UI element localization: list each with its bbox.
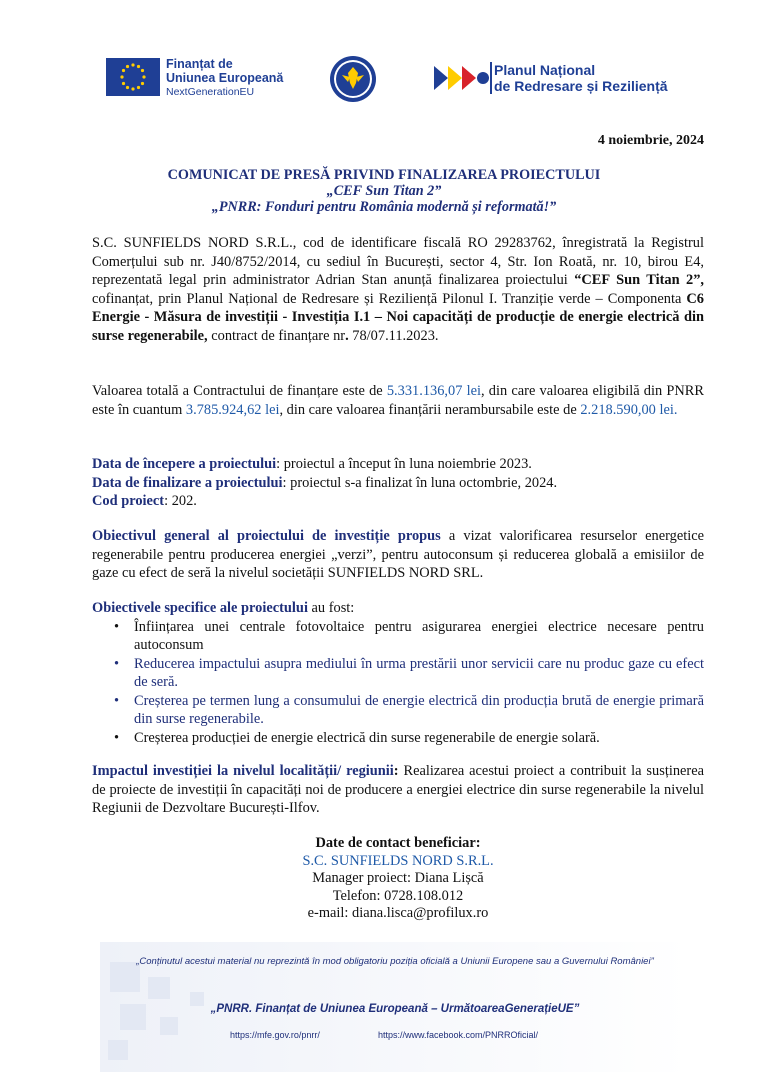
specific-heading	[92, 599, 704, 618]
footer-link-mfe[interactable]: https://mfe.gov.ro/pnrr/	[230, 1030, 320, 1040]
value-grant: 2.218.590,00 lei.	[580, 401, 678, 418]
footer-slogan: „PNRR. Finanțat de Uniunea Europeană – UrmătoareaGenerațieUE”	[210, 1003, 580, 1015]
title-slogan: „PNRR: Fonduri pentru România modernă și reformată!”	[211, 199, 557, 215]
start-text: : proiectul a început în luna noiembrie 2023.	[276, 456, 532, 472]
government-seal-icon	[329, 55, 377, 103]
contact-block	[92, 835, 704, 923]
contact-phone: Telefon: 0728.108.012	[332, 887, 464, 904]
code-label: Cod proiect	[92, 493, 165, 509]
intro-dot: .	[345, 327, 349, 344]
specific-label: Obiectivele specifice ale proiectului	[92, 600, 308, 616]
contact-email[interactable]: e-mail: diana.lisca@profilux.ro	[307, 905, 489, 921]
dates-block	[92, 455, 704, 511]
eu-funding-label	[166, 57, 283, 100]
code-text: : 202.	[164, 493, 197, 509]
general-objective-paragraph	[92, 527, 704, 583]
impact-colon: :	[393, 763, 399, 779]
end-date-line	[92, 474, 704, 493]
start-label: Data de începere a proiectului	[92, 456, 277, 472]
project-code-line	[92, 492, 704, 511]
pnrr-divider	[490, 62, 492, 94]
page-title	[64, 167, 704, 215]
end-label: Data de finalizare a proiectului	[92, 474, 283, 491]
impact-text: Realizarea acestui proiect a contribuit la susținerea de proiecte de investiții în capacități noi de producere a energiei electrice din surse regenerabile la nivelul Regiunii de Dezvoltare București-Ilfov.	[92, 763, 704, 816]
pnrr-label	[494, 62, 668, 94]
eu-line3: NextGenerationEU	[166, 86, 255, 98]
intro-project-name: “CEF Sun Titan 2”,	[574, 272, 704, 288]
list-item: • Creșterea pe termen lung a consumului de energie electrică din producția brută de energie primară din surse regenerabile.	[114, 692, 704, 729]
value-eligible: 3.785.924,62 lei	[185, 401, 280, 418]
pnrr-line2: de Redresare și Reziliență	[494, 78, 668, 94]
intro-part1: S.C. SUNFIELDS NORD S.R.L., cod de identificare fiscală RO 29283762, înregistrată la Registrul Comerțului sub nr. J40/8752/2014, cu sediul în București, sector 4, Str. Ion Roată, nr. 10, birou E4, reprezentată legal prin administrator Adrian Stan anunță finalizarea proiectului	[92, 235, 704, 288]
list-item: • Înființarea unei centrale fotovoltaice pentru asigurarea energiei electrice necesare pentru autoconsum	[114, 618, 704, 655]
contact-heading: Date de contact beneficiar:	[315, 835, 481, 851]
document-date: 4 noiembrie, 2024	[597, 133, 704, 148]
impact-paragraph	[92, 762, 704, 818]
general-text: a vizat valorificarea resurselor energetice regenerabile pentru producerea energiei „verzi”, pentru autoconsum și reducerea globală a emisiilor de gaze cu efect de seră la nivelul societății SUNFIELDS NORD SRL.	[92, 528, 704, 581]
intro-paragraph	[92, 234, 704, 345]
eu-line2: Uniunea Europeană	[166, 71, 284, 85]
eu-line1: Finanțat de	[166, 57, 233, 71]
contact-company: S.C. SUNFIELDS NORD S.R.L.	[302, 852, 494, 869]
end-text: : proiectul s-a finalizat în luna octombrie, 2024.	[282, 474, 558, 491]
pnrr-line1: Planul Național	[494, 62, 596, 78]
value-paragraph	[92, 382, 704, 419]
specific-list	[92, 618, 704, 748]
title-line1: COMUNICAT DE PRESĂ PRIVIND FINALIZAREA PROIECTULUI	[167, 167, 601, 183]
value-p3: , din care valoarea finanțării nerambursabile este de	[279, 401, 581, 418]
intro-part2: cofinanțat, prin Planul Național de Redresare și Reziliență Pilonul I. Tranziție verde – Componenta	[92, 290, 687, 307]
general-label: Obiectivul general al proiectului de investiție propus	[92, 528, 441, 544]
list-item: • Creșterea producției de energie electrică din surse regenerabile de energie solară.	[114, 729, 704, 748]
specific-objectives	[92, 599, 704, 747]
pnrr-logo-icon	[434, 62, 490, 94]
intro-component: C6 Energie - Măsura de investiții - Investiția I.1 – Noi capacități de producție de energie electrică din surse regenerabile,	[92, 290, 704, 344]
specific-suffix: au fost:	[307, 600, 355, 616]
list-item: • Reducerea impactului asupra mediului în urma prestării unor servicii care nu produc gaze cu efect de seră.	[114, 655, 704, 692]
footer-disclaimer: „Conținutul acestui material nu reprezintă în mod obligatoriu poziția oficială a Uniunii Europene sau a Guvernului României”	[136, 956, 654, 967]
footer-link-facebook[interactable]: https://www.facebook.com/PNRROficial/	[378, 1030, 539, 1040]
intro-contract-no: 78/07.11.2023.	[348, 327, 439, 344]
title-project-name: „CEF Sun Titan 2”	[326, 183, 442, 199]
eu-flag-icon	[106, 58, 160, 96]
value-p1: Valoarea totală a Contractului de finanțare este de	[92, 383, 387, 399]
value-total: 5.331.136,07 lei	[386, 383, 481, 399]
contact-manager: Manager proiect: Diana Lișcă	[312, 870, 484, 886]
intro-part3: contract de finanțare nr	[207, 327, 346, 344]
impact-label: Impactul investiției la nivelul localității/ regiunii	[92, 763, 394, 779]
start-date-line	[92, 455, 704, 474]
value-p2: , din care valoarea eligibilă din PNRR este în cuantum	[92, 383, 704, 418]
